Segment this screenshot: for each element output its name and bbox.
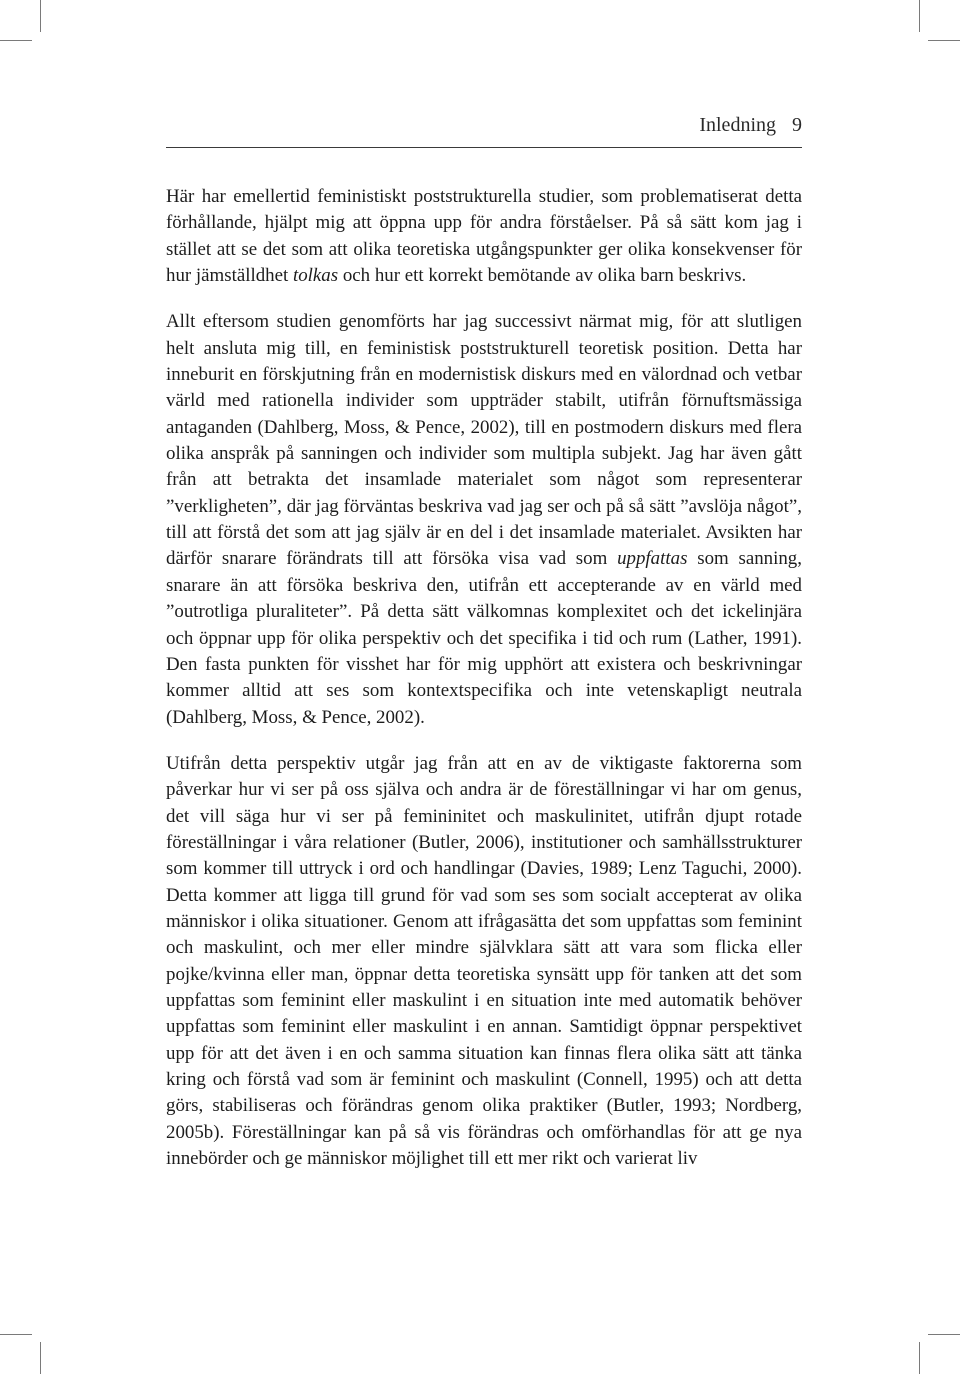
page-number: 9 [792,114,802,136]
paragraph [166,309,802,731]
crop-mark-bottom-left [40,1342,41,1374]
crop-mark-right-top [928,40,960,41]
crop-mark-top-left [40,0,41,32]
paragraph [166,751,802,1173]
header-rule [166,147,802,148]
paragraph-text: och hur ett korrekt bemötande av olika barn beskrivs. [338,265,747,287]
crop-mark-bottom-right [919,1342,920,1374]
crop-mark-top-right [919,0,920,32]
emphasis: tolkas [292,265,339,287]
running-header [166,113,802,137]
body-text [166,184,802,1192]
paragraph-text: som sanning, snarare än att försöka beskriva den, utifrån ett accepterande av en värld med ”outrotliga pluraliteter”. På detta sätt välkomnas komplexitet och det ickelinjära och öppnar upp för olika perspektiv och det specifika i tid och rum (Lather, 1991). Den fasta punkten för visshet har för mig upphört att existera och beskrivningar kommer alltid att ses som kontextspecifika och inte vetenskapligt neutrala (Dahlberg, Moss, & Pence, 2002). [166,548,802,728]
crop-mark-left-bottom [0,1334,32,1335]
crop-mark-left-top [0,40,32,41]
paragraph [166,184,802,289]
emphasis: uppfattas [617,548,688,570]
paragraph-text: Här har emellertid feministiskt poststrukturella studier, som problematiserat detta förhållande, hjälpt mig att öppna upp för andra förståelser. På så sätt kom jag i stället att se det som att olika teoretiska utgångspunkter ger olika konsekvenser för hur jämställdhet [166,186,802,287]
crop-mark-right-bottom [928,1334,960,1335]
paragraph-text: Allt eftersom studien genomförts har jag successivt närmat mig, för att slutligen helt ansluta mig till, en feministisk poststrukturell teoretisk position. Detta har inneburit en förskjutning från en modernistisk diskurs med en välordnad och vetbar värld med rationella individer som uppträder stabilt, utifrån förnuftsmässiga antaganden (Dahlberg, Moss, & Pence, 2002), till en postmodern diskurs med flera olika anspråk på sanningen och individer som multipla subjekt. Jag har även gått från att betrakta det insamlade materialet som något som representerar ”verkligheten”, där jag förväntas beskriva vad jag ser och på så sätt ”avslöja något”, till att förstå det som att jag själv är en del i det insamlade materialet. Avsikten har därför snarare förändrats till att försöka visa vad som [166,311,802,570]
paragraph-text: Utifrån detta perspektiv utgår jag från att en av de viktigaste faktorerna som påverkar hur vi ser på oss själva och andra är de föreställningar vi har om genus, det vill säga hur vi ser på femininitet och maskulinitet, utifrån djupt rotade föreställningar i våra relationer (Butler, 2006), institutioner och samhällsstrukturer som kommer till uttryck i ord och handlingar (Davies, 1989; Lenz Taguchi, 2000). Detta kommer att ligga till grund för vad som ses som socialt accepterat av olika människor i olika situationer. Genom att ifrågasätta det som uppfattas som feminint och maskulint, och mer eller mindre självklara sätt att vara som flicka eller pojke/kvinna eller man, öppnar detta teoretiska synsätt upp för tanken att det som uppfattas som feminint eller maskulint i en situation inte med automatik behöver uppfattas som feminint eller maskulint i en annan. Samtidigt öppnar perspektivet upp för att det även i en och samma situation kan finnas flera olika sätt att tänka kring och förstå vad som är feminint och maskulint (Connell, 1995) och att detta görs, stabiliseras och förändras genom olika praktiker (Butler, 1993; Nordberg, 2005b). Föreställningar kan på så vis förändras och omförhandlas för att ge nya innebörder och ge människor möjlighet till ett mer rikt och varierat liv [166,752,802,1170]
section-title: Inledning [699,114,776,136]
